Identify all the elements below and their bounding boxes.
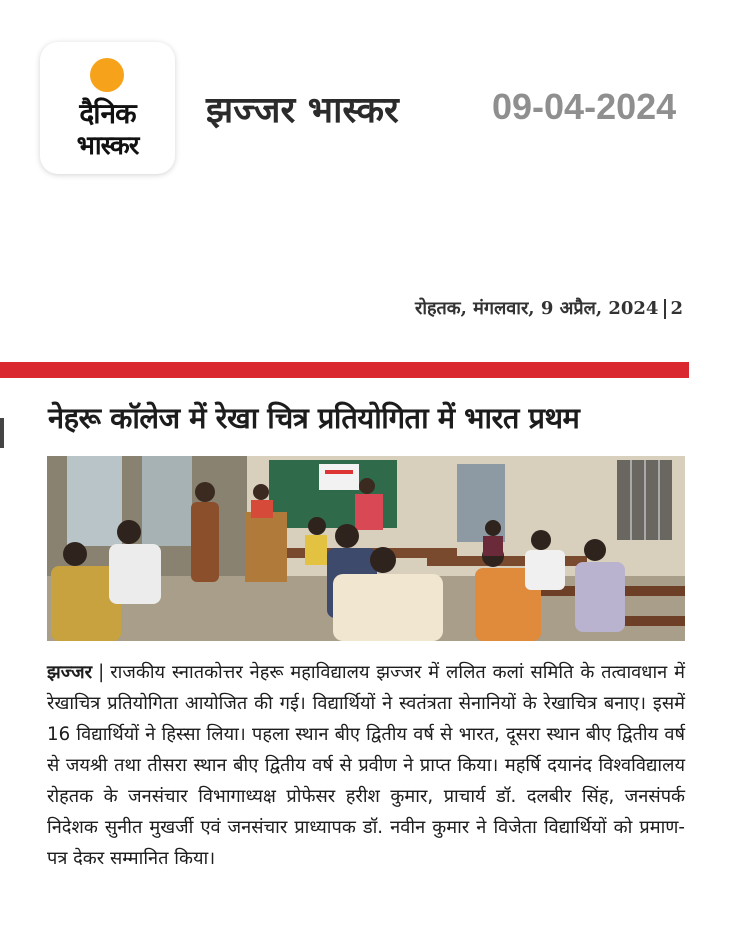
edition-title: झज्जर भास्कर <box>206 90 399 131</box>
section-red-rule <box>0 362 689 378</box>
place-separator: | <box>98 662 105 683</box>
dateline-text: रोहतक, मंगलवार, 9 अप्रैल, 2024 <box>414 298 659 319</box>
article-headline: नेहरू कॉलेज में रेखा चित्र प्रतियोगिता में भारत प्रथम <box>48 401 580 435</box>
dateline-divider <box>664 299 666 319</box>
article-photo <box>47 456 685 641</box>
page-dateline <box>415 296 683 320</box>
logo-text-line2: भास्कर <box>76 131 139 161</box>
column-edge-mark <box>0 418 4 448</box>
sun-logo-icon <box>90 58 124 92</box>
article-place: झज्जर <box>47 662 93 683</box>
article-body <box>47 657 685 874</box>
logo-text-line1: दैनिक <box>79 97 136 130</box>
article-body-text: राजकीय स्नातकोत्तर नेहरू महाविद्यालय झज्जर में ललित कलां समिति के तत्वावधान में रेखाचित्र प्रतियोगिता आयोजित की गई। विद्यार्थियों ने स्वतंत्रता सेनानियों के रेखाचित्र बनाए। इसमें 16 विद्यार्थियों ने हिस्सा लिया। पहला स्थान बीए द्वितीय वर्ष से भारत, दूसरा स्थान बीए द्वितीय वर्ष से जयश्री तथा तीसरा स्थान बीए द्वितीय वर्ष से प्रवीण ने प्राप्त किया। महर्षि दयानंद विश्वविद्यालय रोहतक के जनसंचार विभागाध्यक्ष प्रोफेसर हरीश कुमार, प्राचार्य डॉ. दलबीर सिंह, जनसंपर्क निदेशक सुनीत मुखर्जी एवं जनसंचार प्राध्यापक डॉ. नवीन कुमार ने विजेता विद्यार्थियों को प्रमाण-पत्र देकर सम्मानित किया। <box>47 662 685 869</box>
page-number: 2 <box>670 298 683 319</box>
dainik-bhaskar-logo <box>40 42 175 174</box>
edition-date: 09-04-2024 <box>492 86 677 127</box>
